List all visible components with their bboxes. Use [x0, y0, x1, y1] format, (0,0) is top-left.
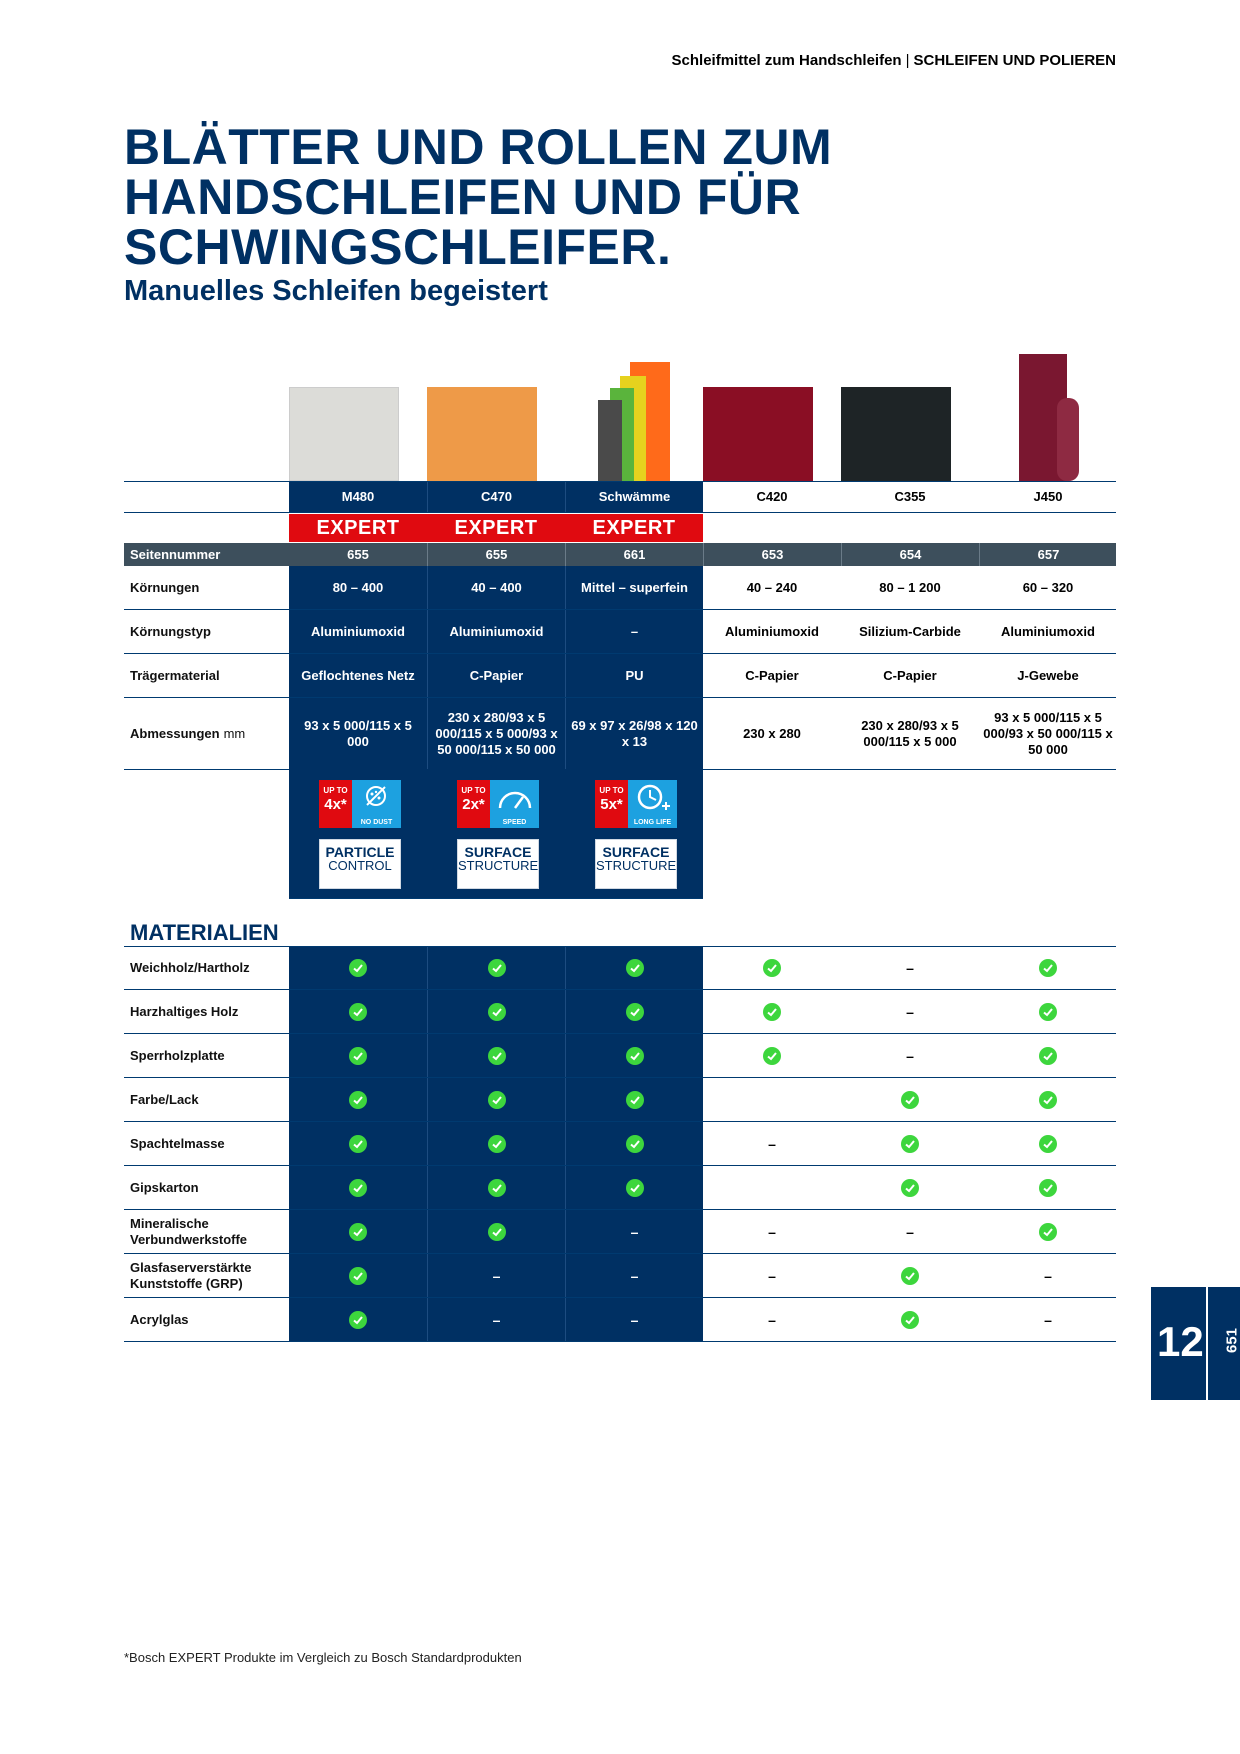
material-cell	[979, 947, 1117, 989]
material-cell	[427, 1034, 565, 1077]
material-cell	[979, 1254, 1117, 1297]
dust-icon	[352, 780, 401, 816]
spec-cell: 69 x 97 x 26/98 x 120 x 13	[565, 698, 703, 769]
tech-line2: STRUCTURE	[596, 858, 677, 873]
material-row	[124, 1122, 1116, 1166]
check-icon	[1039, 1091, 1057, 1109]
badge-mult: 5x*	[600, 796, 623, 813]
badge-tag: NO DUST	[360, 819, 393, 826]
footnote: *Bosch EXPERT Produkte im Vergleich zu Bosch Standardprodukten	[124, 1650, 522, 1665]
material-row	[124, 990, 1116, 1034]
page-number: 657	[979, 543, 1117, 566]
page-number: 655	[427, 543, 565, 566]
row-label-text: Trägermaterial	[130, 667, 220, 683]
material-cell	[565, 1210, 703, 1253]
spec-cell: 60 – 320	[1022, 579, 1074, 595]
not-suitable-dash: –	[768, 1135, 776, 1152]
material-label: Acrylglas	[130, 1311, 189, 1327]
material-cell	[841, 1210, 979, 1253]
spec-cell: Aluminiumoxid	[725, 623, 819, 639]
technology-badge	[595, 839, 677, 889]
check-icon	[1039, 1179, 1057, 1197]
material-cell	[427, 1078, 565, 1121]
row-label-text: Körnungen	[130, 579, 200, 595]
tech-line1: SURFACE	[602, 844, 670, 860]
not-suitable-dash: –	[768, 1267, 776, 1284]
badge-feature	[628, 780, 677, 828]
check-icon	[488, 1091, 506, 1109]
check-icon	[901, 1311, 919, 1329]
material-cell	[979, 1298, 1117, 1341]
material-label: Spachtelmasse	[130, 1135, 225, 1151]
not-suitable-dash: –	[630, 1267, 639, 1284]
spec-cell: C-Papier	[883, 667, 937, 683]
badge-up-to: UP TO	[599, 786, 624, 795]
material-row	[124, 946, 1116, 990]
material-cell	[565, 1254, 703, 1297]
not-suitable-dash: –	[906, 960, 914, 976]
badge-up-to: UP TO	[323, 786, 348, 795]
material-row	[124, 1298, 1116, 1342]
row-label-unit: mm	[223, 725, 246, 741]
material-label: Gipskarton	[130, 1179, 199, 1195]
spec-row	[124, 610, 1116, 654]
spec-cell: 40 – 400	[427, 566, 565, 609]
check-icon	[626, 1179, 644, 1197]
page-number-vertical: 651	[1223, 1327, 1240, 1354]
spec-row	[124, 654, 1116, 698]
material-cell	[841, 1166, 979, 1209]
material-cell	[979, 1078, 1117, 1121]
not-suitable-dash: –	[492, 1267, 501, 1284]
material-cell	[565, 1298, 703, 1341]
not-suitable-dash: –	[906, 1003, 914, 1020]
material-cell	[841, 1122, 979, 1165]
spec-cell: 230 x 280	[743, 725, 801, 741]
product-image-sponges	[598, 362, 670, 481]
material-cell	[703, 1254, 841, 1297]
spec-cell: C-Papier	[427, 654, 565, 697]
check-icon	[349, 1047, 367, 1065]
check-icon	[349, 959, 367, 977]
check-icon	[488, 1003, 506, 1021]
check-icon	[901, 1267, 919, 1285]
material-cell	[289, 1210, 427, 1253]
technology-badge	[319, 839, 401, 889]
check-icon	[763, 1047, 781, 1065]
badge-mult: 4x*	[324, 796, 347, 813]
tab-divider	[1206, 1287, 1208, 1400]
badge-multiplier	[319, 780, 352, 828]
product-image-c355	[841, 387, 951, 481]
material-label: Harzhaltiges Holz	[130, 1003, 239, 1019]
check-icon	[349, 1311, 367, 1329]
material-cell	[565, 1166, 703, 1209]
check-icon	[626, 1091, 644, 1109]
product-image-m480	[289, 387, 399, 481]
row-label: Seitennummer	[130, 546, 221, 562]
material-cell	[979, 1034, 1117, 1077]
performance-badge	[457, 780, 539, 828]
material-cell	[841, 1254, 979, 1297]
material-cell	[427, 947, 565, 989]
check-icon	[349, 1267, 367, 1285]
check-icon	[626, 1135, 644, 1153]
material-cell	[841, 990, 979, 1033]
not-suitable-dash: –	[906, 1223, 914, 1240]
material-label: Weichholz/Hartholz	[130, 960, 250, 975]
spec-cell: Aluminiumoxid	[289, 610, 427, 653]
spec-cell: 80 – 1 200	[879, 579, 941, 595]
material-cell	[565, 947, 703, 989]
spec-cell: 230 x 280/93 x 5 000/115 x 5 000/93 x 50 000/115 x 50 000	[427, 698, 565, 769]
performance-badge	[319, 780, 401, 828]
material-cell	[289, 990, 427, 1033]
not-suitable-dash: –	[768, 1311, 776, 1328]
spec-cell: Silizium-Carbide	[859, 623, 961, 639]
check-icon	[1039, 1135, 1057, 1153]
material-cell	[703, 947, 841, 989]
material-cell	[427, 1166, 565, 1209]
spec-cell: Aluminiumoxid	[1001, 623, 1095, 639]
check-icon	[763, 1003, 781, 1021]
material-row	[124, 1078, 1116, 1122]
row-label-text: Körnungstyp	[130, 623, 211, 639]
material-cell	[427, 1254, 565, 1297]
check-icon	[488, 1047, 506, 1065]
spec-cell: PU	[565, 654, 703, 697]
material-label: Mineralische Verbundwerkstoffe	[130, 1215, 248, 1247]
product-name: Schwämme	[565, 482, 703, 512]
check-icon	[626, 1003, 644, 1021]
check-icon	[349, 1223, 367, 1241]
not-suitable-dash: –	[492, 1311, 501, 1328]
check-icon	[1039, 1047, 1057, 1065]
material-cell	[703, 1298, 841, 1341]
material-cell	[703, 990, 841, 1033]
material-cell	[979, 1166, 1117, 1209]
header-category: SCHLEIFEN UND POLIEREN	[913, 52, 1116, 69]
chapter-tab	[1151, 1287, 1240, 1400]
material-cell	[703, 1034, 841, 1077]
tech-line2: CONTROL	[328, 858, 392, 873]
material-cell	[289, 1298, 427, 1341]
badge-mult: 2x*	[462, 796, 485, 813]
spec-cell: Aluminiumoxid	[427, 610, 565, 653]
badge-multiplier	[457, 780, 490, 828]
not-suitable-dash: –	[630, 1223, 639, 1240]
spec-cell: Geflochtenes Netz	[289, 654, 427, 697]
check-icon	[1039, 1223, 1057, 1241]
product-image-c420	[703, 387, 813, 481]
material-cell	[289, 1034, 427, 1077]
check-icon	[626, 1047, 644, 1065]
expert-label: EXPERT	[565, 514, 703, 542]
page-number: 661	[565, 543, 703, 566]
material-label: Glasfaserverstärkte Kunststoffe (GRP)	[130, 1259, 252, 1291]
material-cell	[565, 1122, 703, 1165]
expert-label: EXPERT	[427, 514, 565, 542]
technology-badge	[457, 839, 539, 889]
product-name: M480	[289, 482, 427, 512]
row-label	[124, 610, 289, 653]
not-suitable-dash: –	[1044, 1267, 1052, 1284]
check-icon	[626, 959, 644, 977]
material-cell	[565, 1078, 703, 1121]
badge-up-to: UP TO	[461, 786, 486, 795]
material-cell	[841, 1034, 979, 1077]
tech-line2: STRUCTURE	[458, 858, 539, 873]
chapter-number: 12	[1157, 1318, 1204, 1365]
header-separator: |	[905, 52, 910, 69]
clock-plus-icon	[628, 780, 677, 816]
row-label	[124, 654, 289, 697]
tech-line1: SURFACE	[464, 844, 532, 860]
spec-cell: 93 x 5 000/115 x 5 000	[289, 698, 427, 769]
material-cell	[289, 1078, 427, 1121]
material-row	[124, 1034, 1116, 1078]
material-cell	[565, 990, 703, 1033]
material-cell	[703, 1078, 841, 1121]
material-cell	[289, 1122, 427, 1165]
not-suitable-dash: –	[1044, 1311, 1052, 1328]
material-cell	[289, 947, 427, 989]
not-suitable-dash: –	[768, 1223, 776, 1240]
page-header	[672, 52, 1116, 69]
badge-feature	[490, 780, 539, 828]
check-icon	[488, 1223, 506, 1241]
material-cell	[427, 1210, 565, 1253]
material-cell	[289, 1166, 427, 1209]
check-icon	[488, 1135, 506, 1153]
expert-label: EXPERT	[289, 514, 427, 542]
check-icon	[763, 959, 781, 977]
materials-title: MATERIALIEN	[130, 920, 279, 945]
check-icon	[349, 1135, 367, 1153]
check-icon	[901, 1091, 919, 1109]
check-icon	[349, 1179, 367, 1197]
material-cell	[841, 1078, 979, 1121]
material-row	[124, 1210, 1116, 1254]
speedometer-icon	[490, 780, 539, 816]
header-section: Schleifmittel zum Handschleifen	[671, 52, 902, 69]
material-label: Farbe/Lack	[130, 1091, 199, 1107]
page-number: 653	[703, 543, 841, 566]
page-subtitle: Manuelles Schleifen begeistert	[124, 275, 548, 307]
check-icon	[1039, 959, 1057, 977]
spec-row	[124, 566, 1116, 610]
spec-cell: 80 – 400	[289, 566, 427, 609]
page-number: 655	[347, 546, 369, 562]
material-row	[124, 1166, 1116, 1210]
row-label	[124, 698, 289, 769]
spec-cell: 93 x 5 000/115 x 5 000/93 x 50 000/115 x 50 000	[983, 709, 1113, 757]
page-number-row	[124, 543, 1116, 566]
material-cell	[427, 990, 565, 1033]
check-icon	[349, 1003, 367, 1021]
spec-cell: –	[565, 610, 703, 653]
check-icon	[488, 1179, 506, 1197]
spec-cell: 230 x 280/93 x 5 000/115 x 5 000	[861, 717, 959, 749]
material-cell	[565, 1034, 703, 1077]
spec-row	[124, 698, 1116, 770]
page-number: 654	[841, 543, 979, 566]
row-label	[124, 566, 289, 609]
product-image-j450	[1019, 354, 1079, 481]
badge-feature	[352, 780, 401, 828]
performance-badge	[595, 780, 677, 828]
row-label-text: Abmessungen	[130, 725, 220, 741]
material-cell	[979, 990, 1117, 1033]
spec-cell: Mittel – superfein	[565, 566, 703, 609]
material-cell	[427, 1122, 565, 1165]
spec-cell: J-Gewebe	[1017, 667, 1079, 683]
badge-multiplier	[595, 780, 628, 828]
product-name: C420	[756, 489, 788, 504]
check-icon	[1039, 1003, 1057, 1021]
badge-tag: SPEED	[502, 819, 527, 826]
spec-cell: 40 – 240	[746, 579, 798, 595]
product-name: J450	[1033, 489, 1063, 504]
material-cell	[289, 1254, 427, 1297]
product-image-c470	[427, 387, 537, 481]
material-label: Sperrholzplatte	[130, 1047, 225, 1063]
not-suitable-dash: –	[630, 1311, 639, 1328]
product-name: C355	[894, 489, 926, 504]
product-name: C470	[427, 482, 565, 512]
spec-cell: C-Papier	[745, 667, 799, 683]
material-cell	[841, 1298, 979, 1341]
check-icon	[901, 1135, 919, 1153]
badge-tag: LONG LIFE	[633, 819, 672, 826]
material-cell	[703, 1166, 841, 1209]
check-icon	[488, 959, 506, 977]
material-cell	[703, 1122, 841, 1165]
material-cell	[979, 1210, 1117, 1253]
not-suitable-dash: –	[906, 1047, 914, 1064]
material-cell	[703, 1210, 841, 1253]
tech-line1: PARTICLE	[325, 844, 395, 860]
material-row	[124, 1254, 1116, 1298]
check-icon	[901, 1179, 919, 1197]
page-title: BLÄTTER UND ROLLEN ZUM HANDSCHLEIFEN UND FÜR SCHWINGSCHLEIFER.	[124, 119, 833, 275]
material-cell	[427, 1298, 565, 1341]
check-icon	[349, 1091, 367, 1109]
material-cell	[841, 947, 979, 989]
material-cell	[979, 1122, 1117, 1165]
